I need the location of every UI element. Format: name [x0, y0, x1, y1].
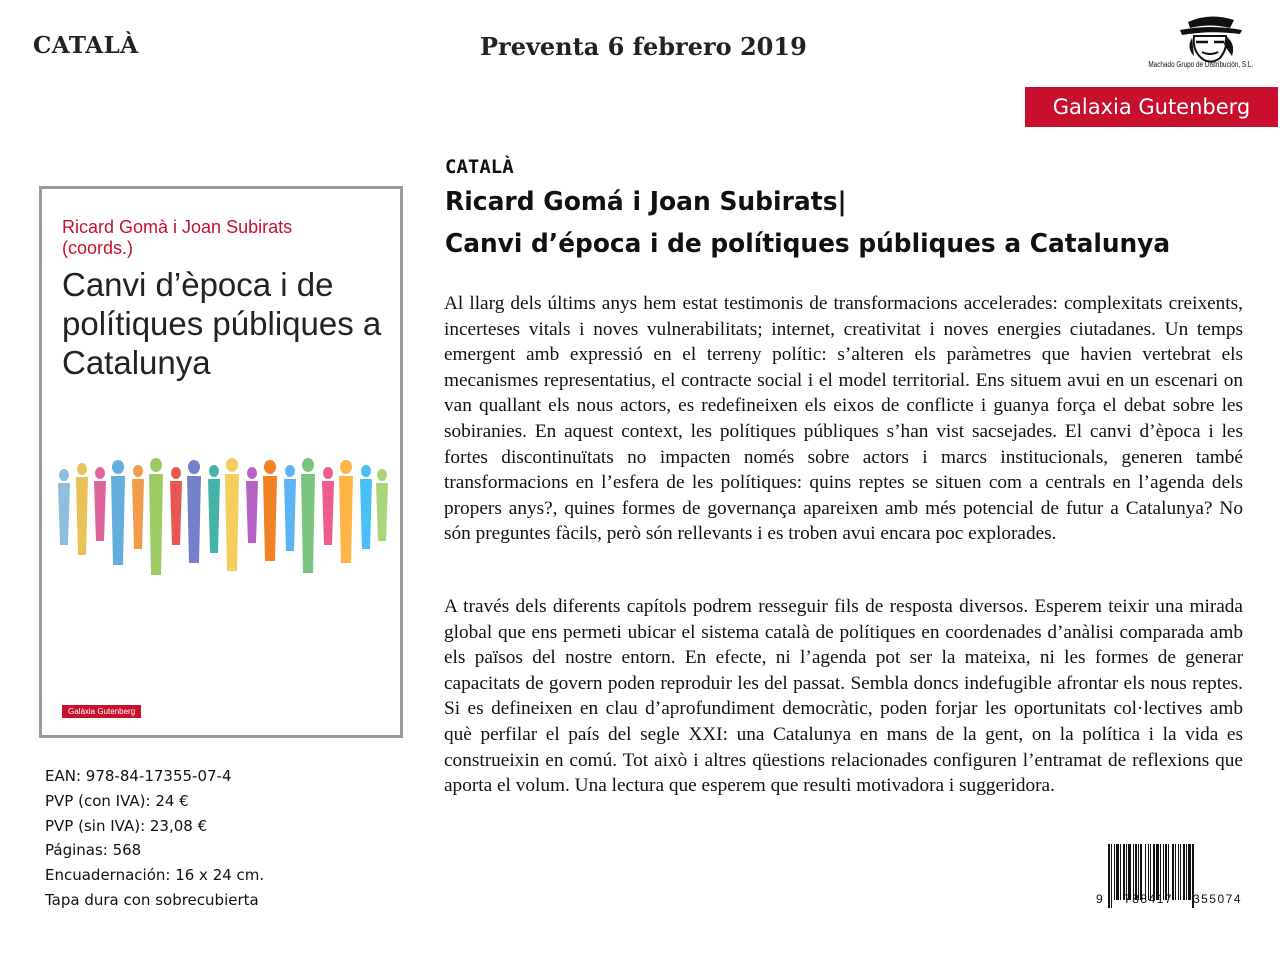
book-author: Ricard Gomá i Joan Subirats|: [445, 187, 847, 217]
book-language: CATALÀ: [445, 156, 514, 178]
synopsis-paragraph-1: Al llarg dels últims anys hem estat testimonis de transformacions accelerades: complexitats creixents, incerteses vitals i noves vulnerabilitats; internet, creativitat i noves energies ciutadanes. Un temps emergent amb expressió en el terreny polític: s’alteren els paràmetres que havien vertebrat els mecanismes representatius, el contracte social i el model territorial. Ens situem avui en un escenari on van quallant els nous actors, es redefineixen els eixos de conflicte i guanya força el debat sobre les sobiranies. En aquest context, les polítiques públiques s’han vist sacsejades. El canvi d’època i les fortes discontinuïtats no impacten només sobre actors i marcs institucionals, generen també transformacions en l’esfera de les polítiques: quins reptes se situen com a centrals en l’agenda dels propers anys?, quines formes de governança apareixen amb més potencial de futur a Catalunya? No són preguntes fàcils, però són rellevants i es troben avui encara poc explorades.: [444, 293, 1243, 545]
book-cover: [39, 186, 403, 738]
presale-date: Preventa 6 febrero 2019: [480, 32, 807, 61]
cover-illustration: [52, 445, 392, 605]
cover-publisher-logo: Galàxia Gutenberg: [62, 705, 141, 718]
cover-title: Canvi d’època i de polítiques públiques a Catalunya: [62, 266, 382, 381]
distributor-caption: Machado Grupo de Distribución, S.L.: [1148, 60, 1254, 69]
barcode-digits: [1096, 892, 1242, 906]
barcode-right-digits: 355074: [1192, 892, 1242, 906]
barcode-lead-digit: 9: [1096, 892, 1105, 906]
spec-encuadernacion: Encuadernación: 16 x 24 cm.: [45, 866, 265, 885]
publisher-logo: Galaxia Gutenberg: [1025, 87, 1278, 127]
spec-tapa: Tapa dura con sobrecubierta: [45, 890, 259, 909]
book-specs: [45, 764, 264, 913]
spec-pvp-sin-iva: PVP (sin IVA): 23,08 €: [45, 816, 208, 835]
cover-authors: [62, 217, 382, 259]
barcode-left-digits: 788417: [1124, 892, 1174, 906]
cover-authors-names: Ricard Gomà i Joan Subirats: [62, 217, 293, 237]
header-language: CATALÀ: [33, 32, 139, 59]
cover-editors-note: (coords.): [62, 238, 134, 258]
spec-paginas: Páginas: 568: [45, 841, 142, 860]
spec-pvp-con-iva: PVP (con IVA): 24 €: [45, 791, 189, 810]
synopsis-paragraph-2: A través dels diferents capítols podrem resseguir fils de resposta diversos. Esperem teixir una mirada global que ens permeti ubicar el sistema català de polítiques en coordenades d’anàlisi comparada amb els països del nostre entorn. En efecte, ni l’agenda pot ser la mateixa, ni les formes de generar capacitats de govern poden reproduir les del passat. Sembla doncs indefugible afrontar els nous reptes. Si es defineixen en clau d’aprofundiment democràtic, poden forjar les oportunitats col·lectives amb què perfilar el país del segle XXI: una Catalunya en mans de la gent, on la política i la vida es construeixin en comú. Tot això i altres qüestions relacionades configuren l’entramat de reflexions que aporta el volum. Una lectura que esperem que resulti motivadora i suggeridora.: [444, 596, 1243, 797]
book-title: Canvi d’época i de polítiques públiques a Catalunya: [445, 229, 1171, 259]
spec-ean: EAN: 978-84-17355-07-4: [45, 767, 232, 785]
